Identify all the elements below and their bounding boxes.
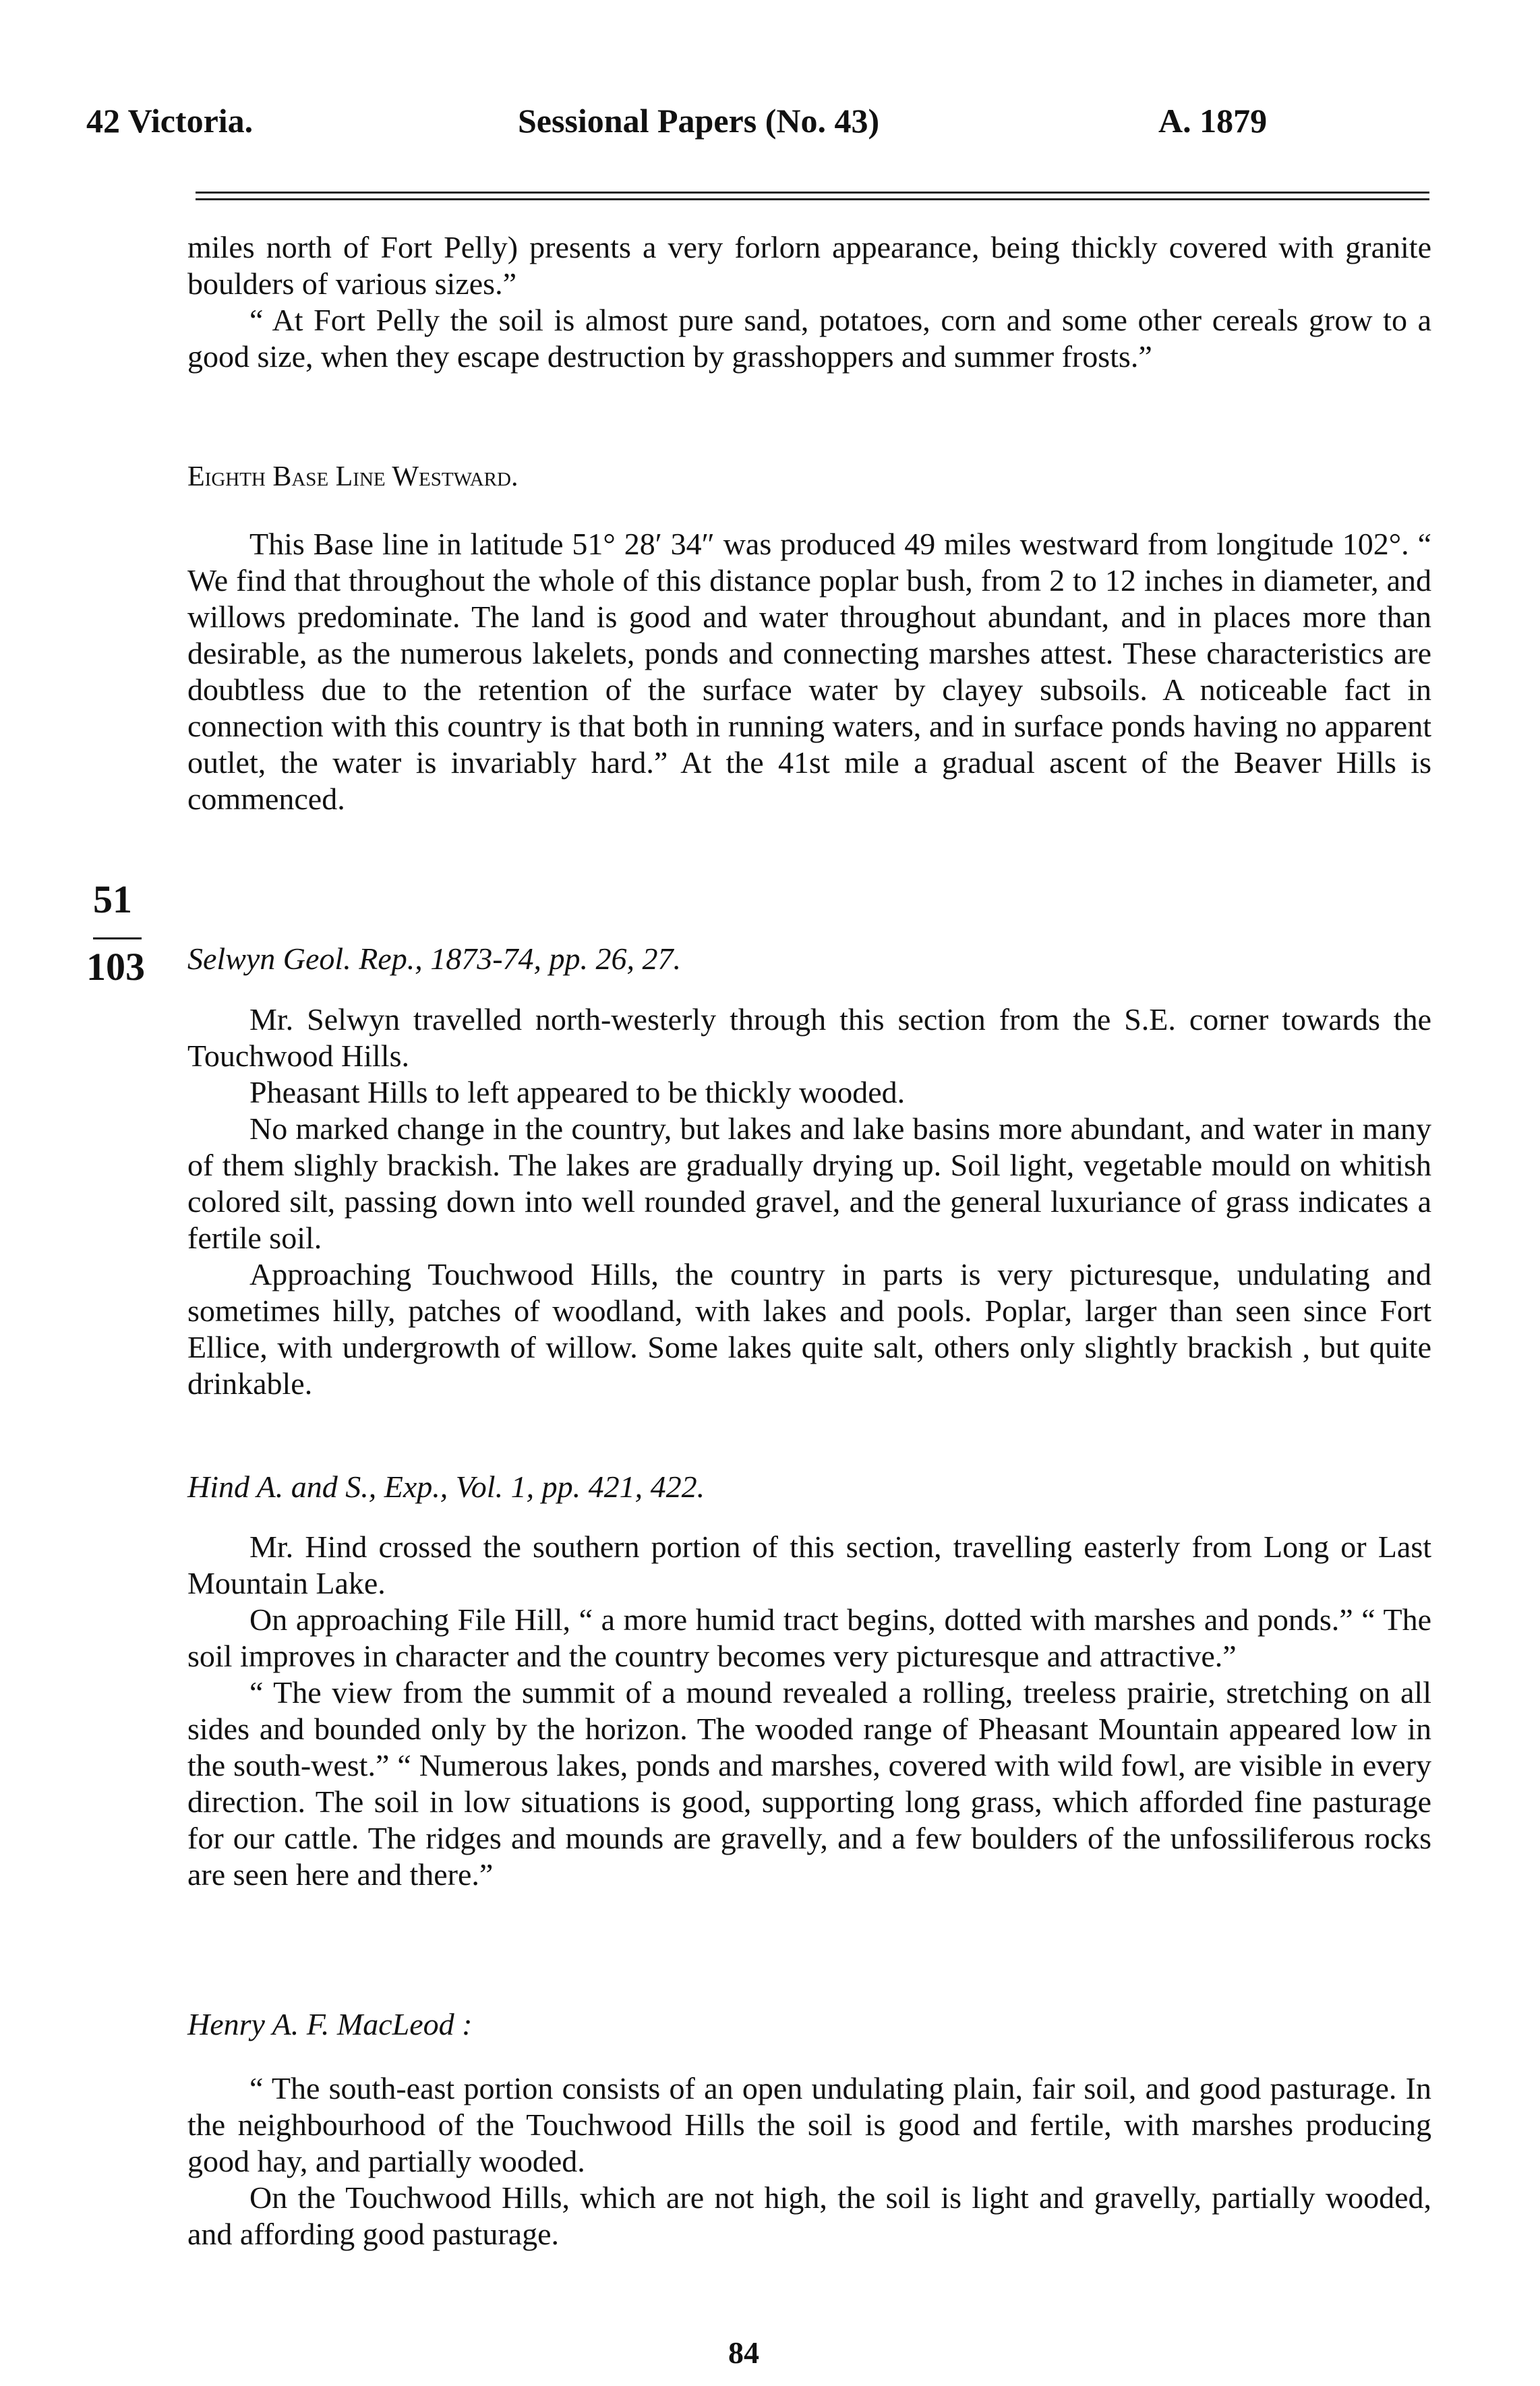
paragraph-touchwood-hills: On the Touchwood Hills, which are not high, the soil is light and gravelly, partially wooded, and affording good pasturage. bbox=[187, 2180, 1431, 2251]
header-right: A. 1879 bbox=[1158, 102, 1268, 140]
paragraph-base-line: This Base line in latitude 51° 28′ 34″ was produced 49 miles westward from longitude 102°. “ We find that throughout the whole of this distance poplar bush, from 2 to 12 inches in diameter, and willows predominate. The land is good and water throughout abundant, and in places more than desirable, as the numerous lakelets, ponds and connecting marshes attest. These characteristics are doubtless due to the retention of the surface water by clayey subsoils. A noticeable fact in connection with this country is that both in running waters, and in surface ponds having no apparent outlet, the water is invariably hard.” At the 41st mile a gradual ascent of the Beaver Hills is commenced. bbox=[187, 527, 1431, 816]
citation-selwyn: Selwyn Geol. Rep., 1873-74, pp. 26, 27. bbox=[187, 941, 682, 976]
margin-number-top: 51 bbox=[93, 877, 132, 921]
paragraph-no-marked-change: No marked change in the country, but lakes and lake basins more abundant, and water in many of them slighly brackish. The lakes are gradually drying up. Soil light, vegetable mould on whitish colored silt, passing down into well rounded gravel, and the general luxuriance of grass indicates a fertile soil. bbox=[187, 1111, 1431, 1255]
text-block-4 bbox=[187, 941, 1431, 977]
paragraph-touchwood-approach: Approaching Touchwood Hills, the country in parts is very picturesque, undulating and sometimes hilly, patches of woodland, with lakes and pools. Poplar, larger than seen since Fort Ellice, with undergrowth of willow. Some lakes quite salt, others only slightly brackish , but quite drinkable. bbox=[187, 1257, 1431, 1401]
running-header bbox=[86, 101, 1435, 155]
paragraph-view-summit: “ The view from the summit of a mound revealed a rolling, treeless prairie, stretching on all sides and bounded only by the horizon. The wooded range of Pheasant Mountain appeared low in the south-west.” “ Numerous lakes, ponds and marshes, covered with wild fowl, are visible in every direction. The soil in low situations is good, supporting long grass, which afforded fine pasturage for our cattle. The ridges and mounds are gravelly, and a few boulders of the unfossiliferous rocks are seen here and there.” bbox=[187, 1675, 1431, 1892]
header-center: Sessional Papers (No. 43) bbox=[518, 102, 880, 140]
text-block-8 bbox=[187, 2006, 1431, 2043]
paragraph-pheasant-hills: Pheasant Hills to left appeared to be thickly wooded. bbox=[249, 1075, 906, 1109]
page-number: 84 bbox=[728, 2335, 759, 2370]
paragraph-hind-crossed: Mr. Hind crossed the southern portion of this section, travelling easterly from Long or Last Mountain Lake. bbox=[187, 1530, 1431, 1600]
paragraph-file-hill: On approaching File Hill, “ a more humid tract begins, dotted with marshes and ponds.” “ The soil improves in character and the country becomes very picturesque and attractive.” bbox=[187, 1602, 1431, 1673]
margin-number-bottom: 103 bbox=[86, 945, 145, 989]
section-heading: Eighth Base Line Westward. bbox=[187, 461, 519, 492]
text-block-1 bbox=[187, 229, 1431, 375]
text-block-2 bbox=[187, 459, 1431, 495]
citation-macleod: Henry A. F. MacLeod : bbox=[187, 2007, 473, 2041]
text-block-9 bbox=[187, 2070, 1431, 2252]
header-rule-top bbox=[196, 192, 1429, 194]
citation-hind: Hind A. and S., Exp., Vol. 1, pp. 421, 422. bbox=[187, 1470, 705, 1504]
text-block-3 bbox=[187, 526, 1431, 817]
text-block-6 bbox=[187, 1469, 1431, 1505]
paragraph-selwyn-travel: Mr. Selwyn travelled north-westerly through this section from the S.E. corner towards the Touchwood Hills. bbox=[187, 1002, 1431, 1073]
paragraph-south-east: “ The south-east portion consists of an open undulating plain, fair soil, and good pasturage. In the neighbourhood of the Touchwood Hills the soil is good and fertile, with marshes producing good hay, and partially wooded. bbox=[187, 2071, 1431, 2178]
margin-rule bbox=[93, 937, 142, 939]
paragraph-miles-north: miles north of Fort Pelly) presents a very forlorn appearance, being thickly covered with granite boulders of various sizes.” bbox=[187, 230, 1431, 301]
header-rule-bottom bbox=[196, 198, 1429, 200]
paragraph-fort-pelly: “ At Fort Pelly the soil is almost pure sand, potatoes, corn and some other cereals grow to a good size, when they escape destruction by grasshoppers and summer frosts.” bbox=[187, 303, 1431, 374]
header-left: 42 Victoria. bbox=[86, 102, 254, 140]
text-block-5 bbox=[187, 1001, 1431, 1402]
text-block-7 bbox=[187, 1529, 1431, 1893]
